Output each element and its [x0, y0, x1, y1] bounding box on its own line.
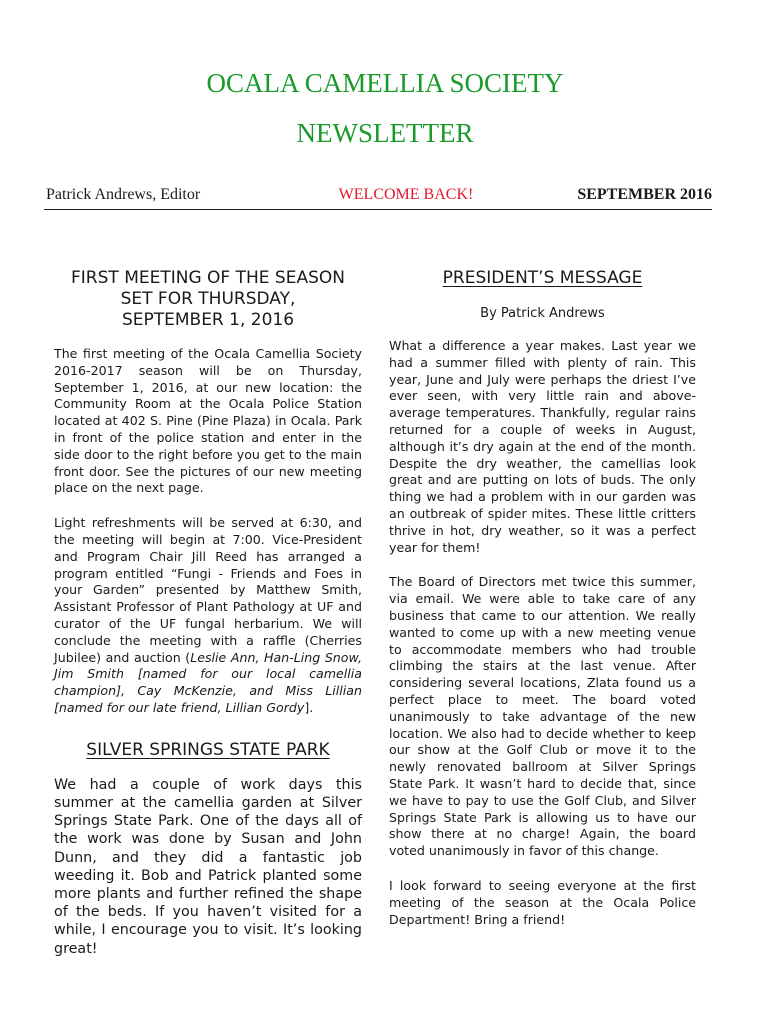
refreshments-paragraph — [54, 515, 362, 717]
newsletter-title-line2: NEWSLETTER — [296, 118, 474, 148]
silver-springs-headline-text: SILVER SPRINGS STATE PARK — [86, 739, 330, 760]
refreshments-end: ]. — [304, 699, 314, 715]
presidents-paragraph-2: The Board of Directors met twice this summer, via email. We were able to take care of any business that came to our attention. We really wanted to come up with a new meeting venue to accommodate members who had trouble climbing the stairs at the last venue. After considering several locations, Zlata found us a perfect place to meet. The board voted unanimously to take advantage of the new location. We also had to decide whether to keep our show at the Golf Club or move it to the newly renovated ballroom at Silver Springs State Park. It wasn’t hard to decide that, since we have to pay to use the Golf Club, and Silver Springs State Park is allowing us to have our show there at no charge! Again, the board voted unanimously in favor of this change. — [389, 574, 696, 859]
auction-plants-list: Leslie Ann, Han-Ling Snow, Jim Smith [named for our local camellia champion], Cay McKenzie, and Miss Lillian [named for our late friend, Lillian Gordy — [54, 649, 362, 715]
first-meeting-headline-line2: SET FOR THURSDAY, — [120, 289, 296, 309]
silver-springs-paragraph: We had a couple of work days this summer at the camellia garden at Silver Springs State Park. One of the days all of the work was done by Susan and John Dunn, and they did a fantastic job weeding it. Bob and Patrick planted some more plants and further refined the shape of the beds. If you haven’t visited for a while, I encourage you to visit. It’s looking great! — [54, 776, 362, 957]
silver-springs-headline — [54, 740, 362, 761]
presidents-message-headline — [389, 268, 696, 289]
first-meeting-headline-line3: SEPTEMBER 1, 2016 — [121, 310, 295, 330]
editor-credit: Patrick Andrews, Editor — [46, 186, 201, 203]
left-column — [54, 268, 362, 958]
newsletter-title-line1: OCALA CAMELLIA SOCIETY — [206, 68, 564, 98]
issue-date: SEPTEMBER 2016 — [577, 186, 712, 203]
presidents-paragraph-1: What a difference a year makes. Last year we had a summer filled with plenty of rain. This year, June and July were perhaps the driest I’ve ever seen, with very little rain and above-average temperatures. Thankfully, regular rains returned for a couple of weeks in August, although it’s dry again at the end of the month. Despite the dry weather, the camellias look great and are putting on lots of buds. The only thing we had a problem with in our garden was an outbreak of spider mites. These little critters thrive in hot, dry weather, so it was a perfect year for them! — [389, 338, 696, 555]
welcome-banner: WELCOME BACK! — [338, 186, 474, 203]
first-meeting-paragraph: The first meeting of the Ocala Camellia Society 2016-2017 season will be on Thursday, September 1, 2016, at our new location: the Community Room at the Ocala Police Station located at 402 S. Pine (Pine Plaza) in Ocala. Park in front of the police station and enter in the side door to the right before you get to the main front door. See the pictures of our new meeting place on the next page. — [54, 346, 362, 496]
first-meeting-headline-line1: FIRST MEETING OF THE SEASON — [71, 268, 345, 288]
refreshments-text: Light refreshments will be served at 6:30, and the meeting will begin at 7:00. Vice-President and Program Chair Jill Reed has arranged a program entitled “Fungi - Friends and Foes in your Garden” presented by Matthew Smith, Assistant Professor of Plant Pathology at UF and curator of the UF fungal herbarium. We will conclude the meeting with a raffle (Cherries Jubilee) and auction ( — [54, 515, 362, 665]
presidents-paragraph-3: I look forward to seeing everyone at the first meeting of the season at the Ocala Police Department! Bring a friend! — [389, 877, 696, 927]
info-bar — [44, 183, 712, 210]
right-column — [389, 268, 696, 928]
presidents-byline: By Patrick Andrews — [480, 306, 605, 321]
masthead — [0, 58, 770, 158]
presidents-message-headline-text: PRESIDENT’S MESSAGE — [442, 268, 643, 288]
first-meeting-headline — [54, 268, 362, 331]
